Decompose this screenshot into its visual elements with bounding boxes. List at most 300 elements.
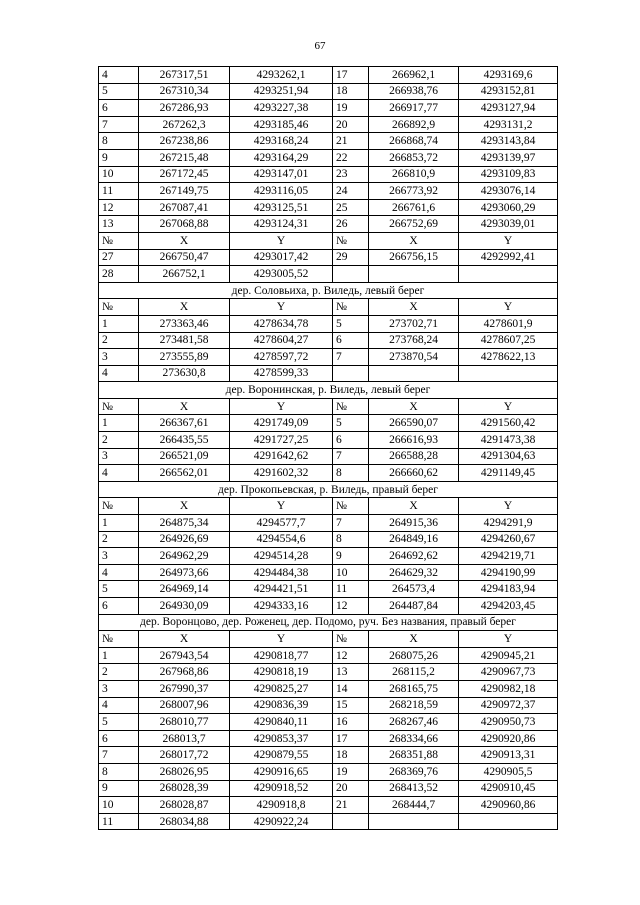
point-number-cell: 6 (333, 432, 369, 449)
y-coordinate-cell: 4291473,38 (459, 432, 558, 449)
table-row (99, 448, 558, 465)
x-coordinate-cell: 267310,34 (139, 83, 230, 100)
coordinates-table-body (99, 67, 558, 830)
y-coordinate-cell: 4293109,83 (459, 166, 558, 183)
y-coordinate-cell: 4294190,99 (459, 564, 558, 581)
column-header-number: № (99, 232, 139, 249)
table-row (99, 249, 558, 266)
table-row (99, 432, 558, 449)
table-row (99, 415, 558, 432)
x-coordinate-cell: 264930,09 (139, 598, 230, 615)
column-header-x: X (139, 631, 230, 648)
point-number-cell: 15 (333, 697, 369, 714)
y-coordinate-cell: 4291642,62 (230, 448, 333, 465)
point-number-cell: 4 (99, 697, 139, 714)
table-row (99, 332, 558, 349)
x-coordinate-cell: 264915,36 (369, 515, 459, 532)
x-coordinate-cell: 273363,46 (139, 315, 230, 332)
point-number-cell: 7 (333, 515, 369, 532)
point-number-cell: 4 (99, 365, 139, 382)
column-header-number: № (99, 498, 139, 515)
page-number: 67 (314, 40, 326, 52)
table-row (99, 680, 558, 697)
point-number-cell: 8 (333, 531, 369, 548)
x-coordinate-cell: 273481,58 (139, 332, 230, 349)
x-coordinate-cell: 268351,88 (369, 747, 459, 764)
table-row (99, 166, 558, 183)
column-header-y: Y (459, 232, 558, 249)
table-row (99, 548, 558, 565)
x-coordinate-cell: 264969,14 (139, 581, 230, 598)
point-number-cell (333, 365, 369, 382)
x-coordinate-cell (369, 813, 459, 830)
point-number-cell: 27 (99, 249, 139, 266)
table-row (99, 183, 558, 200)
table-row (99, 664, 558, 681)
x-coordinate-cell: 268413,52 (369, 780, 459, 797)
point-number-cell: 9 (99, 780, 139, 797)
x-coordinate-cell: 264875,34 (139, 515, 230, 532)
x-coordinate-cell: 268115,2 (369, 664, 459, 681)
table-row (99, 763, 558, 780)
point-number-cell: 1 (99, 515, 139, 532)
column-header-y: Y (230, 398, 333, 415)
y-coordinate-cell: 4294291,9 (459, 515, 558, 532)
x-coordinate-cell: 264629,32 (369, 564, 459, 581)
y-coordinate-cell: 4293017,42 (230, 249, 333, 266)
point-number-cell: 14 (333, 680, 369, 697)
point-number-cell: 8 (99, 133, 139, 150)
y-coordinate-cell: 4294333,16 (230, 598, 333, 615)
y-coordinate-cell: 4290960,86 (459, 797, 558, 814)
x-coordinate-cell: 267968,86 (139, 664, 230, 681)
point-number-cell: 2 (99, 531, 139, 548)
point-number-cell: 10 (99, 166, 139, 183)
table-row (99, 515, 558, 532)
x-coordinate-cell: 267943,54 (139, 647, 230, 664)
y-coordinate-cell: 4293124,31 (230, 216, 333, 233)
y-coordinate-cell: 4290905,5 (459, 763, 558, 780)
x-coordinate-cell: 266756,15 (369, 249, 459, 266)
x-coordinate-cell: 267990,37 (139, 680, 230, 697)
point-number-cell: 5 (99, 714, 139, 731)
table-row (99, 100, 558, 117)
y-coordinate-cell: 4290825,27 (230, 680, 333, 697)
y-coordinate-cell: 4293262,1 (230, 67, 333, 84)
point-number-cell: 26 (333, 216, 369, 233)
x-coordinate-cell: 268010,77 (139, 714, 230, 731)
table-row (99, 813, 558, 830)
column-header-row (99, 299, 558, 316)
y-coordinate-cell: 4293139,97 (459, 149, 558, 166)
point-number-cell: 6 (99, 598, 139, 615)
x-coordinate-cell: 273630,8 (139, 365, 230, 382)
point-number-cell: 22 (333, 149, 369, 166)
point-number-cell: 12 (99, 199, 139, 216)
y-coordinate-cell (459, 266, 558, 283)
x-coordinate-cell: 273768,24 (369, 332, 459, 349)
x-coordinate-cell: 268444,7 (369, 797, 459, 814)
point-number-cell: 8 (99, 763, 139, 780)
y-coordinate-cell: 4293143,84 (459, 133, 558, 150)
section-title: дер. Прокопьевская, р. Виледь, правый берег (99, 481, 558, 498)
x-coordinate-cell: 268334,66 (369, 730, 459, 747)
y-coordinate-cell: 4291602,32 (230, 465, 333, 482)
point-number-cell: 4 (99, 564, 139, 581)
x-coordinate-cell: 273555,89 (139, 349, 230, 366)
point-number-cell: 19 (333, 100, 369, 117)
point-number-cell: 7 (333, 349, 369, 366)
x-coordinate-cell: 267149,75 (139, 183, 230, 200)
y-coordinate-cell: 4294554,6 (230, 531, 333, 548)
y-coordinate-cell: 4293152,81 (459, 83, 558, 100)
point-number-cell: 11 (99, 183, 139, 200)
x-coordinate-cell: 267317,51 (139, 67, 230, 84)
table-row (99, 216, 558, 233)
column-header-row (99, 498, 558, 515)
column-header-y: Y (459, 631, 558, 648)
point-number-cell: 10 (99, 797, 139, 814)
table-row (99, 199, 558, 216)
x-coordinate-cell: 266853,72 (369, 149, 459, 166)
column-header-x: X (139, 498, 230, 515)
point-number-cell: 3 (99, 548, 139, 565)
point-number-cell: 19 (333, 763, 369, 780)
x-coordinate-cell: 268075,26 (369, 647, 459, 664)
x-coordinate-cell: 267286,93 (139, 100, 230, 117)
x-coordinate-cell: 268218,59 (369, 697, 459, 714)
point-number-cell: 1 (99, 315, 139, 332)
point-number-cell: 4 (99, 67, 139, 84)
x-coordinate-cell (369, 365, 459, 382)
y-coordinate-cell: 4290853,37 (230, 730, 333, 747)
y-coordinate-cell: 4293164,29 (230, 149, 333, 166)
column-header-number: № (99, 398, 139, 415)
point-number-cell: 2 (99, 432, 139, 449)
x-coordinate-cell: 266892,9 (369, 116, 459, 133)
point-number-cell: 6 (99, 100, 139, 117)
table-row (99, 349, 558, 366)
point-number-cell: 12 (333, 647, 369, 664)
x-coordinate-cell: 266773,92 (369, 183, 459, 200)
x-coordinate-cell: 266750,47 (139, 249, 230, 266)
y-coordinate-cell: 4294421,51 (230, 581, 333, 598)
point-number-cell: 24 (333, 183, 369, 200)
x-coordinate-cell: 266521,09 (139, 448, 230, 465)
x-coordinate-cell: 266590,07 (369, 415, 459, 432)
section-title-row (99, 282, 558, 299)
y-coordinate-cell: 4293168,24 (230, 133, 333, 150)
x-coordinate-cell: 267172,45 (139, 166, 230, 183)
x-coordinate-cell: 273870,54 (369, 349, 459, 366)
x-coordinate-cell (369, 266, 459, 283)
point-number-cell: 28 (99, 266, 139, 283)
x-coordinate-cell: 268017,72 (139, 747, 230, 764)
y-coordinate-cell: 4293039,01 (459, 216, 558, 233)
y-coordinate-cell: 4294514,28 (230, 548, 333, 565)
x-coordinate-cell: 266761,6 (369, 199, 459, 216)
y-coordinate-cell: 4293131,2 (459, 116, 558, 133)
x-coordinate-cell: 266917,77 (369, 100, 459, 117)
table-row (99, 797, 558, 814)
x-coordinate-cell: 264487,84 (369, 598, 459, 615)
y-coordinate-cell: 4290879,55 (230, 747, 333, 764)
point-number-cell: 21 (333, 133, 369, 150)
y-coordinate-cell: 4290972,37 (459, 697, 558, 714)
point-number-cell: 11 (333, 581, 369, 598)
y-coordinate-cell: 4290840,11 (230, 714, 333, 731)
y-coordinate-cell: 4294219,71 (459, 548, 558, 565)
x-coordinate-cell: 267068,88 (139, 216, 230, 233)
table-row (99, 531, 558, 548)
point-number-cell: 18 (333, 83, 369, 100)
y-coordinate-cell: 4291560,42 (459, 415, 558, 432)
column-header-x: X (369, 398, 459, 415)
column-header-x: X (369, 498, 459, 515)
point-number-cell (333, 266, 369, 283)
x-coordinate-cell: 266868,74 (369, 133, 459, 150)
x-coordinate-cell: 266660,62 (369, 465, 459, 482)
x-coordinate-cell: 267262,3 (139, 116, 230, 133)
y-coordinate-cell: 4290910,45 (459, 780, 558, 797)
point-number-cell: 17 (333, 67, 369, 84)
point-number-cell: 21 (333, 797, 369, 814)
table-row (99, 697, 558, 714)
table-row (99, 315, 558, 332)
point-number-cell: 29 (333, 249, 369, 266)
column-header-y: Y (230, 631, 333, 648)
section-title: дер. Воронинская, р. Виледь, левый берег (99, 382, 558, 399)
table-row (99, 266, 558, 283)
column-header-y: Y (459, 498, 558, 515)
y-coordinate-cell: 4290945,21 (459, 647, 558, 664)
column-header-y: Y (230, 232, 333, 249)
point-number-cell: 3 (99, 448, 139, 465)
table-row (99, 365, 558, 382)
x-coordinate-cell: 267087,41 (139, 199, 230, 216)
point-number-cell: 25 (333, 199, 369, 216)
point-number-cell: 16 (333, 714, 369, 731)
table-row (99, 780, 558, 797)
y-coordinate-cell (459, 813, 558, 830)
y-coordinate-cell: 4290913,31 (459, 747, 558, 764)
point-number-cell (333, 813, 369, 830)
x-coordinate-cell: 266962,1 (369, 67, 459, 84)
x-coordinate-cell: 268028,39 (139, 780, 230, 797)
y-coordinate-cell: 4292992,41 (459, 249, 558, 266)
point-number-cell: 7 (99, 116, 139, 133)
point-number-cell: 2 (99, 664, 139, 681)
section-title-row (99, 382, 558, 399)
table-row (99, 564, 558, 581)
x-coordinate-cell: 268267,46 (369, 714, 459, 731)
x-coordinate-cell: 268028,87 (139, 797, 230, 814)
y-coordinate-cell: 4293227,38 (230, 100, 333, 117)
point-number-cell: 2 (99, 332, 139, 349)
table-row (99, 598, 558, 615)
y-coordinate-cell: 4290916,65 (230, 763, 333, 780)
y-coordinate-cell: 4293185,46 (230, 116, 333, 133)
section-title: дер. Соловьиха, р. Виледь, левый берег (99, 282, 558, 299)
x-coordinate-cell: 264573,4 (369, 581, 459, 598)
point-number-cell: 5 (99, 581, 139, 598)
table-row (99, 647, 558, 664)
point-number-cell: 12 (333, 598, 369, 615)
column-header-number: № (333, 631, 369, 648)
y-coordinate-cell: 4290818,19 (230, 664, 333, 681)
x-coordinate-cell: 266562,01 (139, 465, 230, 482)
y-coordinate-cell: 4278599,33 (230, 365, 333, 382)
y-coordinate-cell: 4291149,45 (459, 465, 558, 482)
x-coordinate-cell: 268013,7 (139, 730, 230, 747)
y-coordinate-cell: 4291727,25 (230, 432, 333, 449)
table-row (99, 83, 558, 100)
point-number-cell: 18 (333, 747, 369, 764)
table-row (99, 465, 558, 482)
column-header-number: № (99, 299, 139, 316)
column-header-y: Y (459, 299, 558, 316)
column-header-y: Y (459, 398, 558, 415)
y-coordinate-cell: 4294577,7 (230, 515, 333, 532)
column-header-x: X (369, 631, 459, 648)
y-coordinate-cell: 4290950,73 (459, 714, 558, 731)
column-header-row (99, 232, 558, 249)
y-coordinate-cell: 4278601,9 (459, 315, 558, 332)
x-coordinate-cell: 266367,61 (139, 415, 230, 432)
y-coordinate-cell (459, 365, 558, 382)
y-coordinate-cell: 4290922,24 (230, 813, 333, 830)
point-number-cell: 1 (99, 415, 139, 432)
point-number-cell: 5 (99, 83, 139, 100)
y-coordinate-cell: 4294260,67 (459, 531, 558, 548)
x-coordinate-cell: 266616,93 (369, 432, 459, 449)
column-header-x: X (139, 398, 230, 415)
x-coordinate-cell: 266810,9 (369, 166, 459, 183)
table-row (99, 581, 558, 598)
x-coordinate-cell: 266752,1 (139, 266, 230, 283)
column-header-row (99, 398, 558, 415)
y-coordinate-cell: 4293125,51 (230, 199, 333, 216)
x-coordinate-cell: 268007,96 (139, 697, 230, 714)
table-row (99, 149, 558, 166)
y-coordinate-cell: 4278597,72 (230, 349, 333, 366)
y-coordinate-cell: 4290918,52 (230, 780, 333, 797)
x-coordinate-cell: 264973,66 (139, 564, 230, 581)
table-row (99, 714, 558, 731)
y-coordinate-cell: 4294203,45 (459, 598, 558, 615)
y-coordinate-cell: 4291749,09 (230, 415, 333, 432)
table-row (99, 730, 558, 747)
x-coordinate-cell: 273702,71 (369, 315, 459, 332)
table-row (99, 67, 558, 84)
y-coordinate-cell: 4294183,94 (459, 581, 558, 598)
column-header-x: X (369, 232, 459, 249)
point-number-cell: 9 (333, 548, 369, 565)
x-coordinate-cell: 266588,28 (369, 448, 459, 465)
point-number-cell: 13 (333, 664, 369, 681)
y-coordinate-cell: 4293127,94 (459, 100, 558, 117)
point-number-cell: 3 (99, 349, 139, 366)
point-number-cell: 5 (333, 415, 369, 432)
y-coordinate-cell: 4278622,13 (459, 349, 558, 366)
y-coordinate-cell: 4290982,18 (459, 680, 558, 697)
section-title-row (99, 614, 558, 631)
column-header-number: № (99, 631, 139, 648)
point-number-cell: 10 (333, 564, 369, 581)
x-coordinate-cell: 268369,76 (369, 763, 459, 780)
point-number-cell: 8 (333, 465, 369, 482)
column-header-x: X (139, 299, 230, 316)
point-number-cell: 6 (99, 730, 139, 747)
y-coordinate-cell: 4293147,01 (230, 166, 333, 183)
y-coordinate-cell: 4290920,86 (459, 730, 558, 747)
column-header-y: Y (230, 498, 333, 515)
y-coordinate-cell: 4293076,14 (459, 183, 558, 200)
y-coordinate-cell: 4278607,25 (459, 332, 558, 349)
y-coordinate-cell: 4278604,27 (230, 332, 333, 349)
column-header-x: X (139, 232, 230, 249)
column-header-y: Y (230, 299, 333, 316)
column-header-number: № (333, 498, 369, 515)
column-header-number: № (333, 398, 369, 415)
column-header-row (99, 631, 558, 648)
table-row (99, 747, 558, 764)
x-coordinate-cell: 264926,69 (139, 531, 230, 548)
x-coordinate-cell: 266435,55 (139, 432, 230, 449)
x-coordinate-cell: 268026,95 (139, 763, 230, 780)
y-coordinate-cell: 4293005,52 (230, 266, 333, 283)
point-number-cell: 4 (99, 465, 139, 482)
point-number-cell: 23 (333, 166, 369, 183)
column-header-number: № (333, 299, 369, 316)
point-number-cell: 13 (99, 216, 139, 233)
column-header-x: X (369, 299, 459, 316)
x-coordinate-cell: 267238,86 (139, 133, 230, 150)
y-coordinate-cell: 4293116,05 (230, 183, 333, 200)
point-number-cell: 1 (99, 647, 139, 664)
point-number-cell: 20 (333, 780, 369, 797)
table-row (99, 133, 558, 150)
x-coordinate-cell: 266752,69 (369, 216, 459, 233)
y-coordinate-cell: 4293169,6 (459, 67, 558, 84)
table-row (99, 116, 558, 133)
y-coordinate-cell: 4293251,94 (230, 83, 333, 100)
point-number-cell: 17 (333, 730, 369, 747)
section-title-row (99, 481, 558, 498)
x-coordinate-cell: 264849,16 (369, 531, 459, 548)
y-coordinate-cell: 4290967,73 (459, 664, 558, 681)
point-number-cell: 6 (333, 332, 369, 349)
x-coordinate-cell: 268034,88 (139, 813, 230, 830)
y-coordinate-cell: 4294484,38 (230, 564, 333, 581)
point-number-cell: 7 (333, 448, 369, 465)
point-number-cell: 20 (333, 116, 369, 133)
y-coordinate-cell: 4278634,78 (230, 315, 333, 332)
point-number-cell: 5 (333, 315, 369, 332)
point-number-cell: 7 (99, 747, 139, 764)
x-coordinate-cell: 266938,76 (369, 83, 459, 100)
point-number-cell: 3 (99, 680, 139, 697)
x-coordinate-cell: 268165,75 (369, 680, 459, 697)
section-title: дер. Воронцово, дер. Роженец, дер. Подомо, руч. Без названия, правый берег (99, 614, 558, 631)
y-coordinate-cell: 4291304,63 (459, 448, 558, 465)
y-coordinate-cell: 4290818,77 (230, 647, 333, 664)
y-coordinate-cell: 4290918,8 (230, 797, 333, 814)
y-coordinate-cell: 4290836,39 (230, 697, 333, 714)
x-coordinate-cell: 267215,48 (139, 149, 230, 166)
point-number-cell: 9 (99, 149, 139, 166)
point-number-cell: 11 (99, 813, 139, 830)
